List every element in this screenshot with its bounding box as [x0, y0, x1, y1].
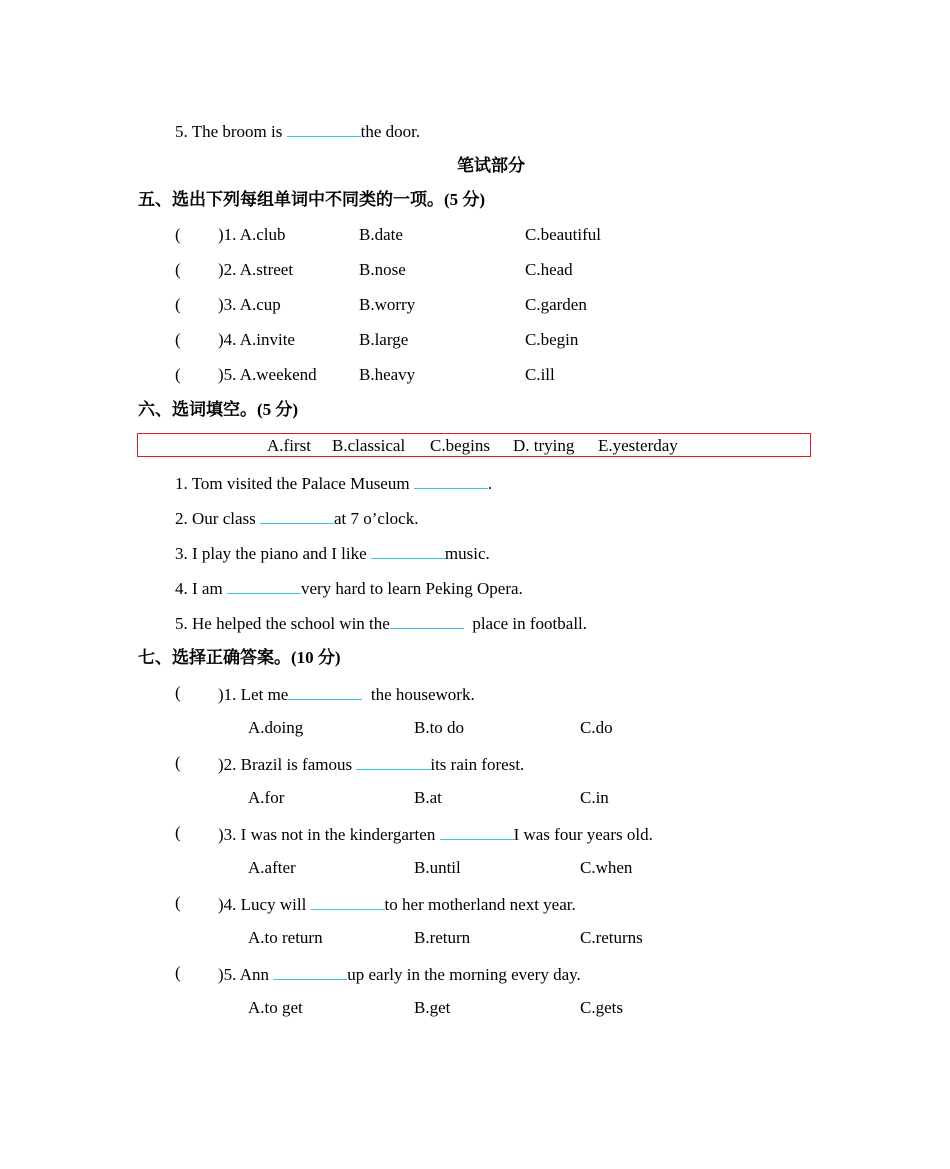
- answer-blank[interactable]: [371, 542, 445, 559]
- word-bank-item: C.begins: [430, 436, 490, 455]
- option-a: A.to get: [248, 998, 303, 1017]
- question-stem: [218, 683, 475, 705]
- section-7-title: 七、选择正确答案。(10 分): [138, 648, 341, 667]
- question-text: 2. Our class: [175, 509, 260, 528]
- option-c: C.do: [580, 718, 613, 737]
- option-b: B.get: [414, 998, 451, 1017]
- answer-paren[interactable]: (: [175, 963, 181, 982]
- question-text: .: [487, 474, 493, 493]
- option-c: C.when: [580, 858, 633, 877]
- question-text: )1. Let me: [218, 685, 289, 704]
- word-bank-item: A.first: [267, 436, 311, 455]
- section-6-item-1: [175, 472, 492, 494]
- answer-blank[interactable]: [260, 507, 334, 524]
- item-option-b: B.heavy: [359, 365, 416, 384]
- question-text: 5. He helped the school win the: [175, 614, 390, 633]
- question-text: very hard to learn Peking Opera.: [300, 579, 523, 598]
- section-5-title: 五、选出下列每组单词中不同类的一项。(5 分): [138, 190, 486, 209]
- question-text: 5. The broom is: [175, 122, 287, 141]
- question-text: )5. Ann: [218, 965, 274, 984]
- answer-paren[interactable]: (: [175, 365, 181, 384]
- question-text: )2. Brazil is famous: [218, 755, 357, 774]
- question-text: up early in the morning every day.: [347, 965, 581, 984]
- question-text: 4. I am: [175, 579, 227, 598]
- answer-paren[interactable]: (: [175, 330, 181, 349]
- answer-paren[interactable]: (: [175, 753, 181, 772]
- option-b: B.return: [414, 928, 471, 947]
- item-option-a: )4. A.invite: [218, 330, 295, 349]
- question-text: the housework.: [362, 685, 475, 704]
- word-bank-item: D. trying: [513, 436, 575, 455]
- answer-blank[interactable]: [227, 577, 301, 594]
- answer-paren[interactable]: (: [175, 260, 181, 279]
- section-6-title: 六、选词填空。(5 分): [138, 400, 299, 419]
- option-a: A.after: [248, 858, 296, 877]
- section-6-item-2: [175, 507, 418, 529]
- word-bank-box: [137, 433, 811, 457]
- item-option-a: )3. A.cup: [218, 295, 281, 314]
- item-option-a: )5. A.weekend: [218, 365, 317, 384]
- option-c: C.gets: [580, 998, 623, 1017]
- answer-paren[interactable]: (: [175, 683, 181, 702]
- question-text: 3. I play the piano and I like: [175, 544, 371, 563]
- answer-blank[interactable]: [273, 963, 347, 980]
- section-6-item-4: [175, 577, 523, 599]
- option-c: C.in: [580, 788, 609, 807]
- answer-paren[interactable]: (: [175, 823, 181, 842]
- question-text: its rain forest.: [430, 755, 525, 774]
- question-text: to her motherland next year.: [384, 895, 576, 914]
- answer-paren[interactable]: (: [175, 295, 181, 314]
- option-c: C.returns: [580, 928, 643, 947]
- section-6-item-5: [175, 612, 587, 634]
- answer-blank[interactable]: [390, 612, 464, 629]
- question-text: music.: [444, 544, 490, 563]
- question-text: place in football.: [463, 614, 588, 633]
- word-bank-item: E.yesterday: [598, 436, 678, 455]
- question-text: at 7 o’clock.: [333, 509, 419, 528]
- answer-blank[interactable]: [414, 472, 488, 489]
- answer-paren[interactable]: (: [175, 893, 181, 912]
- question-text: 1. Tom visited the Palace Museum: [175, 474, 414, 493]
- section-6-item-3: [175, 542, 490, 564]
- item-option-c: C.beautiful: [525, 225, 602, 244]
- item-option-c: C.garden: [525, 295, 587, 314]
- answer-blank[interactable]: [287, 120, 361, 137]
- question-stem: [218, 823, 653, 845]
- prev-question-5: [175, 120, 420, 142]
- item-option-b: B.nose: [359, 260, 406, 279]
- item-option-a: )1. A.club: [218, 225, 286, 244]
- item-option-c: C.begin: [525, 330, 579, 349]
- option-a: A.doing: [248, 718, 304, 737]
- answer-blank[interactable]: [440, 823, 514, 840]
- item-option-c: C.head: [525, 260, 573, 279]
- option-b: B.at: [414, 788, 442, 807]
- question-text: )3. I was not in the kindergarten: [218, 825, 440, 844]
- question-text: the door.: [360, 122, 421, 141]
- answer-paren[interactable]: (: [175, 225, 181, 244]
- part-title: 笔试部分: [457, 156, 525, 175]
- answer-blank[interactable]: [288, 683, 362, 700]
- item-option-b: B.worry: [359, 295, 416, 314]
- item-option-b: B.date: [359, 225, 403, 244]
- question-stem: [218, 893, 576, 915]
- question-stem: [218, 753, 524, 775]
- answer-blank[interactable]: [356, 753, 430, 770]
- option-a: A.to return: [248, 928, 323, 947]
- answer-blank[interactable]: [311, 893, 385, 910]
- option-a: A.for: [248, 788, 285, 807]
- question-text: )4. Lucy will: [218, 895, 311, 914]
- word-bank-item: B.classical: [332, 436, 406, 455]
- question-text: I was four years old.: [513, 825, 653, 844]
- item-option-a: )2. A.street: [218, 260, 294, 279]
- option-b: B.until: [414, 858, 461, 877]
- option-b: B.to do: [414, 718, 465, 737]
- item-option-c: C.ill: [525, 365, 555, 384]
- item-option-b: B.large: [359, 330, 409, 349]
- question-stem: [218, 963, 581, 985]
